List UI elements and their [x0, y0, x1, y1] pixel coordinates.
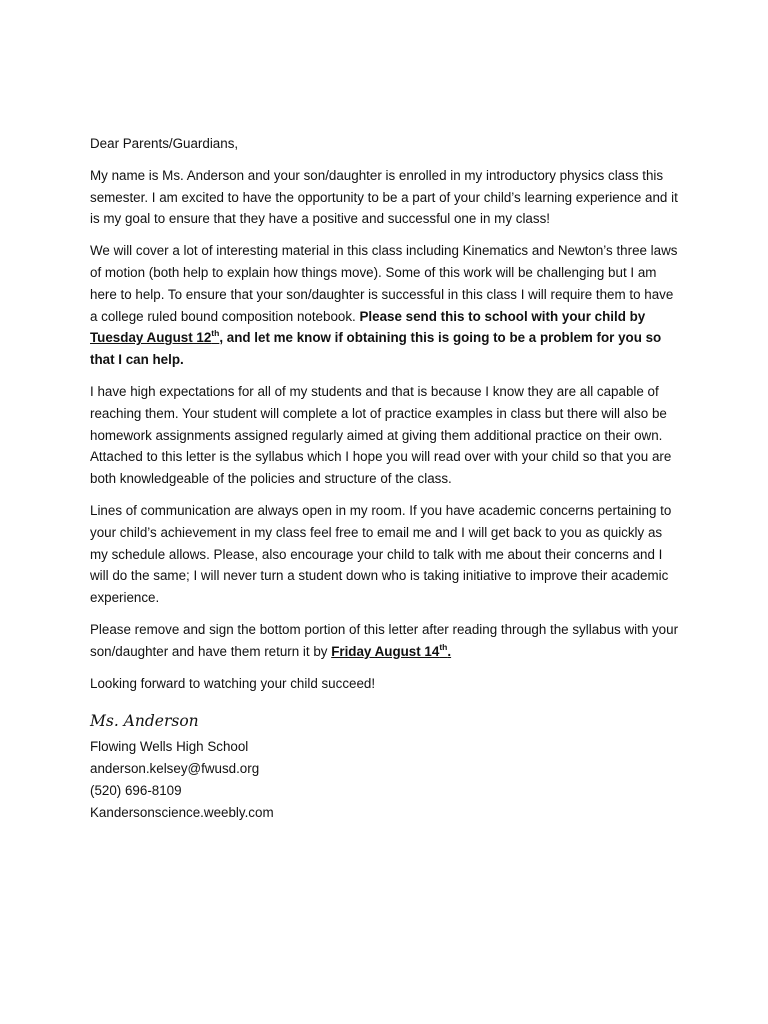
contact-website: Kandersonscience.weebly.com	[90, 805, 274, 821]
notebook-due-date: Tuesday August 12th	[90, 328, 220, 346]
paragraph-communication: Lines of communication are always open in my room. If you have academic concerns pertaining to your child’s achievement in my class feel free to email me and I will get back to you as quickly as my schedule allows. Please, also encourage your child to talk with me about their concerns and I will do the same; I will never turn a student down who is taking initiative to improve their academic experience.	[90, 502, 672, 606]
notebook-request-text: We will cover a lot of interesting material in this class including Kinematics and Newton’s three laws of motion (both help to explain how things move). Some of this work will be challenging but I am here to help. To ensure that your son/daughter is successful in this class I will require them to have a college ruled bound composition notebook.	[90, 243, 678, 324]
signature: Ms. Anderson	[90, 712, 199, 731]
paragraph-return-instructions	[90, 619, 680, 663]
return-due-date-suffix: th	[439, 641, 448, 652]
contact-email: anderson.kelsey@fwusd.org	[90, 761, 260, 777]
contact-block	[90, 736, 680, 824]
contact-school: Flowing Wells High School	[90, 739, 249, 755]
greeting: Dear Parents/Guardians,	[90, 136, 239, 151]
letter-body	[90, 133, 680, 824]
paragraph-expectations: I have high expectations for all of my students and that is because I know they are all capable of reaching them. Your student will complete a lot of practice examples in class but there will also be homework assignments assigned regularly aimed at giving them additional practice on their own. Attached to this letter is the syllabus which I hope you will read over with your child so that you are both knowledgeable of the policies and structure of the class.	[90, 383, 672, 487]
notebook-due-date-suffix: th	[211, 328, 220, 339]
paragraph-notebook-request	[90, 240, 680, 371]
closing-line: Looking forward to watching your child succeed!	[90, 675, 376, 691]
return-instructions-text: Please remove and sign the bottom portion of this letter after reading through the syllabus with your son/daughter and have them return it by	[90, 621, 679, 659]
contact-phone: (520) 696-8109	[90, 783, 182, 799]
notebook-request-bold: Please send this to school with your child by Tuesday August 12th, and let me know if obtaining this is going to be a problem for you so that I can help.	[90, 308, 662, 368]
return-due-date: Friday August 14th.	[331, 641, 452, 659]
paragraph-introduction: My name is Ms. Anderson and your son/daughter is enrolled in my introductory physics class this semester. I am excited to have the opportunity to be a part of your child’s learning experience and it is my goal to ensure that they have a positive and successful one in my class!	[90, 167, 678, 227]
